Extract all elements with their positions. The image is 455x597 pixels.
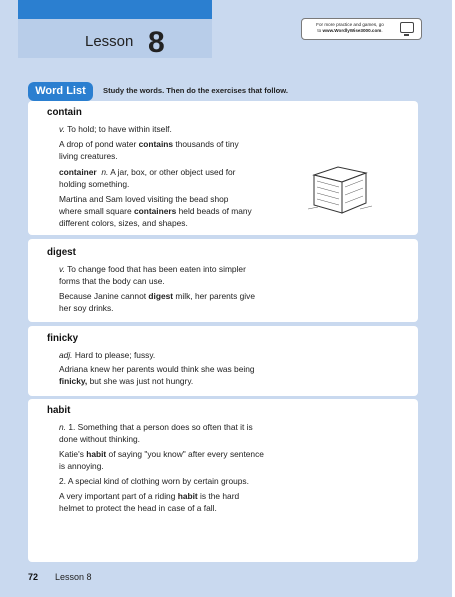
computer-monitor-icon — [400, 22, 414, 33]
example-text: A very important part of a riding — [59, 491, 178, 501]
definition-line: holding something. — [59, 179, 130, 189]
website-promo-box[interactable] — [301, 18, 422, 40]
entry-word: habit — [47, 405, 71, 416]
example-text: of saying "you know" after every sentence — [106, 449, 264, 459]
definition-line: forms that the body can use. — [59, 276, 165, 286]
part-of-speech: v. — [59, 124, 65, 134]
example-keyword: habit — [86, 449, 107, 459]
example-text: A drop of pond water — [59, 139, 139, 149]
lesson-number: 8 — [148, 26, 165, 59]
promo-line-2 — [306, 28, 394, 34]
example-text: Because Janine cannot — [59, 291, 149, 301]
example-keyword: containers — [133, 206, 177, 216]
definition-line: 2. A special kind of clothing worn by certain groups. — [59, 476, 249, 486]
example-keyword: digest — [148, 291, 174, 301]
example-line — [59, 490, 239, 502]
definition-text: Hard to please; fussy. — [74, 350, 156, 360]
part-of-speech: v. — [59, 264, 65, 274]
part-of-speech: adj. — [59, 350, 73, 360]
promo-suffix: . — [381, 28, 383, 33]
example-line: living creatures. — [59, 151, 118, 161]
example-line — [59, 448, 264, 460]
example-text: held beads of many — [176, 206, 252, 216]
entry-word: finicky — [47, 333, 79, 344]
definition-text: 1. Something that a person does so often that it is — [68, 422, 253, 432]
example-keyword: habit — [177, 491, 198, 501]
example-text: Katie's — [59, 449, 87, 459]
box-container-illustration — [308, 153, 374, 223]
definition — [59, 421, 253, 433]
example-line — [59, 138, 239, 150]
sub-entry-line — [59, 166, 235, 178]
promo-text — [306, 22, 394, 34]
entry-word: digest — [47, 247, 76, 258]
definition — [59, 349, 155, 361]
example-line: is annoying. — [59, 461, 104, 471]
example-line — [59, 375, 193, 387]
example-line: Martina and Sam loved visiting the bead shop — [59, 194, 229, 204]
example-line: her soy drinks. — [59, 303, 114, 313]
example-text: is the hard — [197, 491, 240, 501]
example-text: where small square — [59, 206, 134, 216]
lesson-title: Lesson — [85, 33, 134, 50]
definition-line: done without thinking. — [59, 434, 141, 444]
example-line — [59, 290, 255, 302]
example-line: helmet to protect the head in case of a fall. — [59, 503, 217, 513]
example-text: thousands of tiny — [173, 139, 239, 149]
word-list-badge: Word List — [28, 82, 93, 101]
definition-text: To change food that has been eaten into simpler — [67, 264, 246, 274]
example-keyword: contains — [138, 139, 174, 149]
definition-text: To hold; to have within itself. — [67, 124, 172, 134]
definition — [59, 263, 246, 275]
example-keyword: finicky, — [59, 376, 88, 386]
promo-prefix: to — [317, 28, 323, 33]
definition — [59, 123, 172, 135]
definition-text: A jar, box, or other object used for — [110, 167, 236, 177]
promo-line-1: For more practice and games, go — [316, 22, 384, 27]
example-text: milk, her parents give — [173, 291, 256, 301]
example-line: different colors, sizes, and shapes. — [59, 218, 188, 228]
entry-card-contain — [28, 101, 418, 235]
word-list-instructions: Study the words. Then do the exercises that follow. — [103, 86, 288, 95]
header-accent-bar — [18, 0, 212, 19]
example-text: but she was just not hungry. — [87, 376, 194, 386]
entry-card-finicky — [28, 326, 418, 396]
footer-lesson-label: Lesson 8 — [55, 572, 92, 582]
page-number: 72 — [28, 572, 39, 582]
promo-url-link[interactable]: www.WordlyWise3000.com — [322, 28, 382, 33]
part-of-speech: n. — [59, 422, 66, 432]
example-line: Adriana knew her parents would think she was being — [59, 364, 255, 374]
entry-card-habit — [28, 399, 418, 562]
part-of-speech: n. — [101, 167, 109, 177]
example-line — [59, 205, 252, 217]
sub-entry-word: container — [59, 167, 97, 177]
entry-card-digest — [28, 239, 418, 322]
entry-word: contain — [47, 107, 82, 118]
